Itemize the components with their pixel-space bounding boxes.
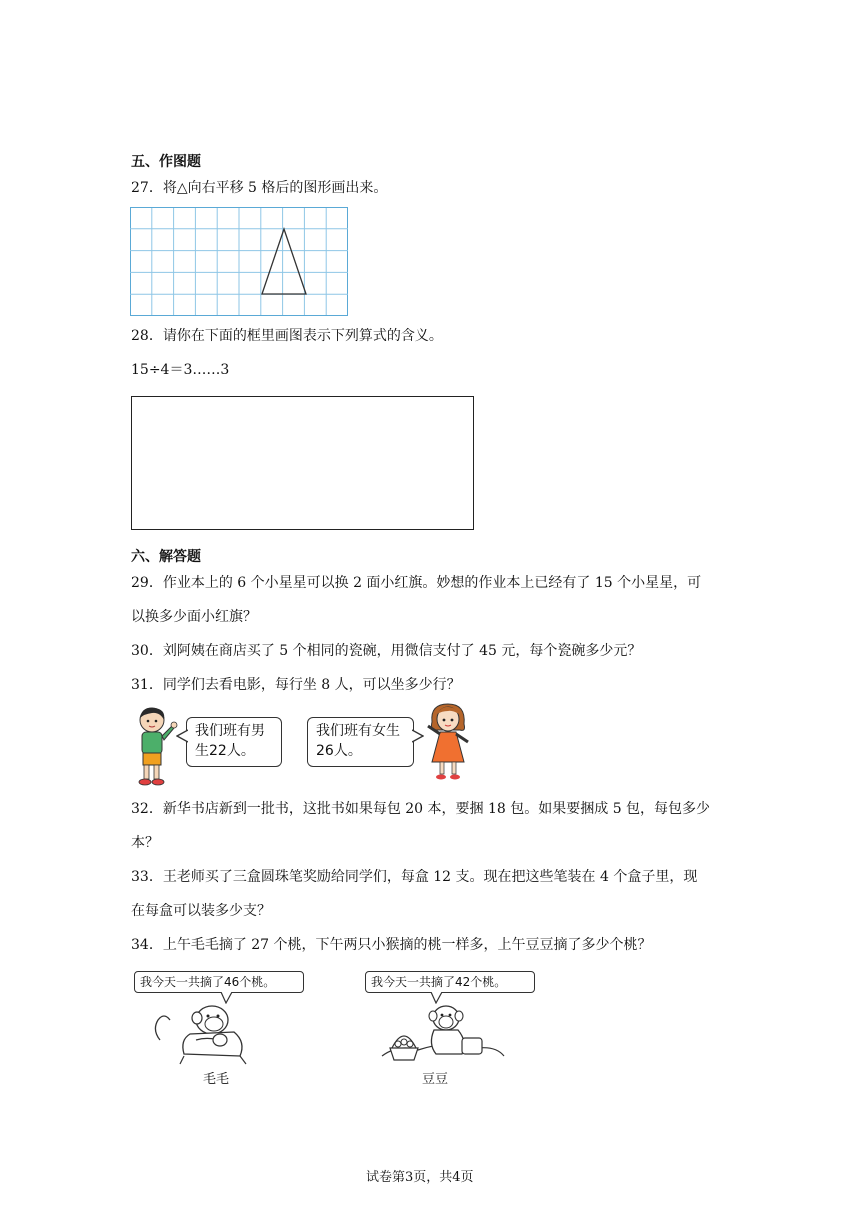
girl-illustration: [424, 702, 474, 782]
section-5-title: 五、作图题: [131, 154, 201, 170]
equation: 15÷4＝3……3: [131, 362, 230, 378]
question-31: 31．同学们去看电影，每行坐 8 人，可以坐多少行？: [131, 677, 461, 693]
triangle-shape: [262, 229, 306, 294]
question-30: 30．刘阿姨在商店买了 5 个相同的瓷碗，用微信支付了 45 元，每个瓷碗多少元？: [131, 643, 642, 659]
question-32-line2: 本？: [131, 835, 159, 851]
boy-bubble-line2: 生22人。: [195, 743, 255, 759]
page-footer: 试卷第3页，共4页: [366, 1170, 474, 1185]
question-34: 34．上午毛毛摘了 27 个桃，下午两只小猴摘的桃一样多，上午豆豆摘了多少个桃？: [131, 937, 652, 953]
grid-lines: [130, 207, 348, 316]
boy-speech-bubble: [186, 717, 282, 767]
boy-bubble-tail: [176, 728, 188, 744]
boy-illustration: [130, 706, 178, 786]
question-32-line1: 32．新华书店新到一批书，这批书如果每包 20 本，要捆 18 包。如果要捆成 5 包，每包多少: [131, 801, 711, 817]
question-33-line1: 33．王老师买了三盒圆珠笔奖励给同学们，每盒 12 支。现在把这些笔装在 4 个盒子里，现: [131, 869, 698, 885]
doudou-monkey-illustration: [378, 1000, 508, 1066]
section-6-title: 六、解答题: [131, 549, 201, 565]
question-33-line2: 在每盒可以装多少支？: [131, 903, 271, 919]
question-29-line2: 以换多少面小红旗？: [131, 609, 257, 625]
doudou-speech-bubble: 我今天一共摘了42个桃。: [365, 971, 535, 993]
girl-bubble-line2: 26人。: [316, 743, 362, 759]
girl-bubble-tail: [412, 728, 424, 744]
question-27: 27．将△向右平移 5 格后的图形画出来。: [131, 180, 388, 196]
doudou-name-label: 豆豆: [422, 1072, 449, 1087]
maomao-monkey-illustration: [150, 1000, 260, 1066]
drawing-answer-box[interactable]: [131, 396, 474, 530]
girl-bubble-line1: 我们班有女生: [316, 723, 400, 739]
question-28: 28．请你在下面的框里画图表示下列算式的含义。: [131, 328, 443, 344]
maomao-speech-bubble: 我今天一共摘了46个桃。: [134, 971, 304, 993]
boy-bubble-line1: 我们班有男: [195, 723, 265, 739]
translation-grid: [130, 207, 348, 316]
maomao-name-label: 毛毛: [203, 1072, 230, 1087]
question-29-line1: 29．作业本上的 6 个小星星可以换 2 面小红旗。妙想的作业本上已经有了 15 个小星星，可: [131, 575, 702, 591]
girl-speech-bubble: [307, 717, 414, 767]
